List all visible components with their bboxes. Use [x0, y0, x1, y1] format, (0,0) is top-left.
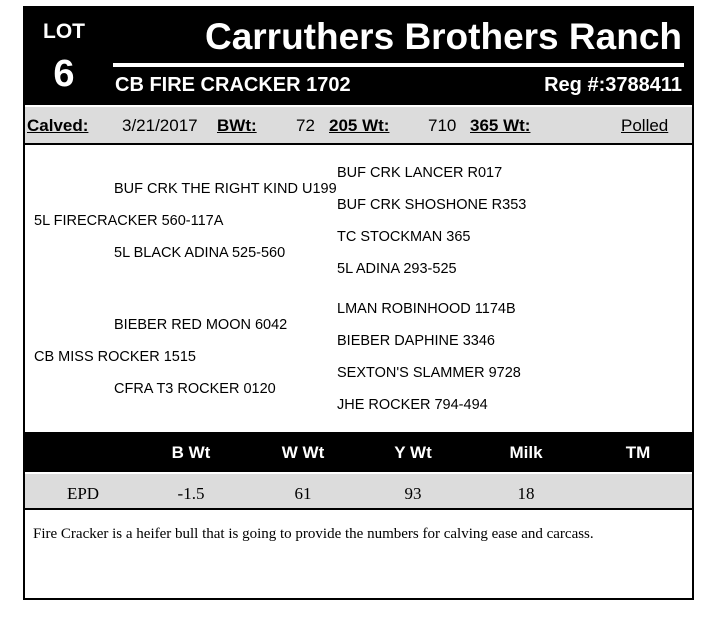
pedigree-sire-sire-sire: BUF CRK LANCER R017: [337, 165, 503, 181]
polled-status: Polled: [621, 116, 669, 135]
birth-weight-label: BWt:: [217, 116, 257, 135]
registration-number: Reg #:3788411: [544, 74, 682, 96]
epd-header: [25, 432, 692, 472]
pedigree-dam-dam-dam: JHE ROCKER 794-494: [337, 397, 488, 413]
pedigree-dam-sire-sire: LMAN ROBINHOOD 1174B: [337, 301, 516, 317]
pedigree-dam-dam: CFRA T3 ROCKER 0120: [114, 381, 276, 397]
animal-name: CB FIRE CRACKER 1702: [115, 74, 351, 96]
pedigree-sire-sire: BUF CRK THE RIGHT KIND U199: [114, 181, 337, 197]
epd-header-tm: TM: [625, 443, 651, 462]
yearling-weight-label: 365 Wt:: [470, 116, 531, 135]
epd-header-milk: Milk: [509, 443, 543, 462]
pedigree-sire-dam-dam: 5L ADINA 293-525: [337, 261, 457, 277]
pedigree-dam-dam-sire: SEXTON'S SLAMMER 9728: [337, 365, 521, 381]
epd-header-ywt: Y Wt: [394, 443, 432, 462]
ranch-name: Carruthers Brothers Ranch: [204, 16, 682, 57]
comment: Fire Cracker is a heifer bull that is going to provide the numbers for calving ease and carcass.: [33, 526, 594, 542]
epd-value-ywt: 93: [404, 484, 422, 503]
pedigree-dam-sire: BIEBER RED MOON 6042: [114, 317, 288, 333]
birth-weight-value: 72: [296, 116, 315, 135]
lot-label: LOT: [43, 20, 85, 43]
pedigree-sire-dam: 5L BLACK ADINA 525-560: [114, 245, 286, 261]
epd-header-wwt: W Wt: [281, 443, 325, 462]
weaning-weight-label: 205 Wt:: [329, 116, 390, 135]
epd-value-wwt: 61: [294, 484, 312, 503]
pedigree: [25, 147, 692, 432]
pedigree-dam: CB MISS ROCKER 1515: [34, 349, 196, 365]
stats-row: [25, 107, 692, 145]
lot-card: [23, 6, 694, 600]
lot-number: 6: [53, 53, 75, 95]
calved-label: Calved:: [27, 116, 89, 135]
header: [25, 8, 692, 105]
pedigree-sire-sire-dam: BUF CRK SHOSHONE R353: [337, 197, 527, 213]
pedigree-dam-sire-dam: BIEBER DAPHINE 3346: [337, 333, 495, 349]
epd-value-bwt: -1.5: [177, 484, 205, 503]
epd-row-label: EPD: [66, 484, 100, 503]
pedigree-sire: 5L FIRECRACKER 560-117A: [34, 213, 224, 229]
weaning-weight-value: 710: [428, 116, 457, 135]
calved-value: 3/21/2017: [122, 116, 198, 135]
pedigree-sire-dam-sire: TC STOCKMAN 365: [337, 229, 471, 245]
epd-values-row: [25, 474, 692, 510]
header-divider: [113, 63, 684, 67]
epd-value-milk: 18: [517, 484, 535, 503]
epd-header-bwt: B Wt: [171, 443, 211, 462]
